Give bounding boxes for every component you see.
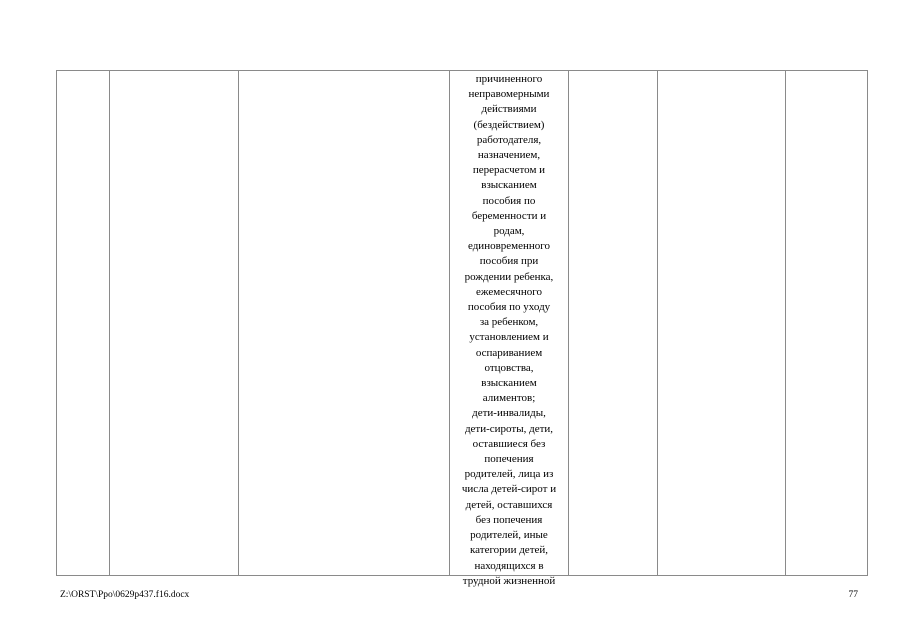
footer-file-path: Z:\ORST\Ppo\0629p437.f16.docx [60, 590, 190, 600]
cell-text-line: родителей, иные [470, 529, 548, 542]
cell-text-line: попечения [484, 453, 534, 466]
cell-text-line: единовременного [467, 240, 551, 253]
cell-text-line: (бездействием) [473, 118, 545, 131]
cell-text-line: работодателя, [476, 133, 542, 146]
cell-text-line: установлением и [469, 331, 549, 344]
table-cell-text [450, 71, 568, 587]
cell-text-line: пособия по [482, 194, 536, 207]
footer-page-number: 77 [848, 590, 858, 600]
cell-text-line: числа детей-сирот и [461, 483, 557, 496]
table-cell-col-3 [239, 71, 450, 576]
cell-text-line: трудной жизненной [462, 574, 556, 587]
table-cell-col-6 [658, 71, 786, 576]
cell-text-line: беременности и [471, 209, 547, 222]
cell-text-line: дети-инвалиды, [472, 407, 546, 420]
cell-text-line: отцовства, [484, 361, 534, 374]
cell-text-line: действиями [481, 103, 537, 116]
cell-text-line: неправомерными [468, 88, 550, 101]
cell-text-line: родам, [493, 225, 525, 238]
table-row [57, 71, 868, 576]
cell-text-line: категории детей, [469, 544, 549, 557]
cell-text-line: назначением, [477, 149, 541, 162]
cell-text-line: дети-сироты, дети, [464, 422, 554, 435]
cell-text-line: без попечения [475, 513, 543, 526]
cell-text-line: оспариванием [475, 346, 543, 359]
document-table-area [56, 70, 862, 587]
cell-text-line: взысканием [481, 179, 537, 192]
cell-text-line: пособия по уходу [467, 301, 551, 314]
cell-text-line: находящихся в [474, 559, 544, 572]
data-table [56, 70, 868, 587]
table-cell-col-1 [57, 71, 110, 576]
cell-text-line: ежемесячного [476, 285, 542, 298]
cell-text-line: рождении ребенка, [464, 270, 554, 283]
table-cell-col-4 [450, 71, 569, 587]
table-cell-col-2 [110, 71, 239, 576]
cell-text-line: родителей, лица из [464, 468, 554, 481]
cell-text-line: алиментов; [482, 392, 536, 405]
cell-text-line: перерасчетом и [472, 164, 546, 177]
cell-text-line: за ребенком, [479, 316, 539, 329]
cell-text-line: пособия при [479, 255, 539, 268]
cell-text-line: причиненного [475, 73, 543, 85]
table-cell-col-5 [569, 71, 658, 576]
cell-text-line: детей, оставшихся [465, 498, 553, 511]
cell-text-line: оставшиеся без [472, 437, 546, 450]
cell-text-line: взысканием [481, 377, 537, 390]
table-cell-col-7 [786, 71, 868, 576]
